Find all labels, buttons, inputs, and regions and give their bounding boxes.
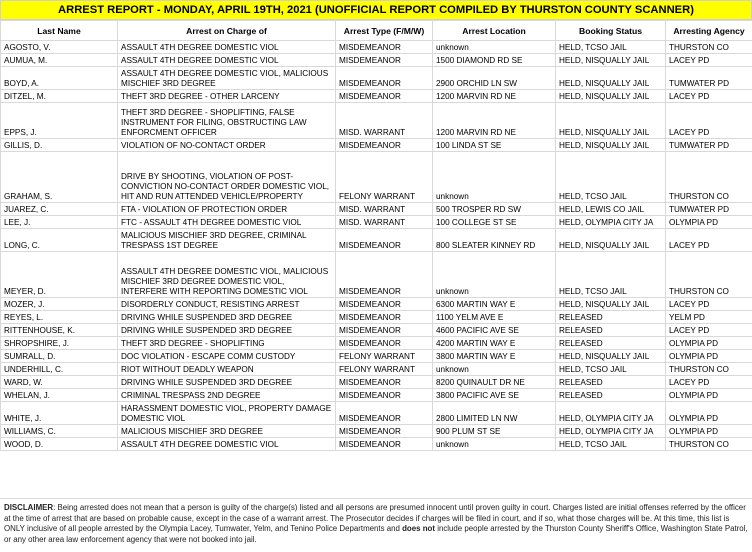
cell-booking-status: HELD, OLYMPIA CITY JA: [556, 425, 666, 438]
cell-last-name: WARD, W.: [1, 376, 118, 389]
table-row: [1, 139, 752, 152]
cell-charge: DISORDERLY CONDUCT, RESISTING ARREST: [118, 298, 336, 311]
cell-booking-status: HELD, TCSO JAIL: [556, 363, 666, 376]
cell-arresting-agency: THURSTON CO: [666, 152, 752, 203]
cell-arrest-location: 3800 PACIFIC AVE SE: [433, 389, 556, 402]
cell-arresting-agency: LACEY PD: [666, 103, 752, 139]
cell-arrest-location: 8200 QUINAULT DR NE: [433, 376, 556, 389]
cell-arrest-type: FELONY WARRANT: [336, 350, 433, 363]
cell-last-name: LONG, C.: [1, 229, 118, 252]
table-row: [1, 376, 752, 389]
column-header-charge: Arrest on Charge of: [118, 21, 336, 41]
disclaimer-text: : Being arrested does not mean that a person is guilty of the charge(s) listed and all persons are presumed innocent until proven guilty in court. Charges listed are initial offenses referred by the officer at the time of arrest that are based on probable cause, except in the case of a warrant arrest. The Prosecutor decides if charges will be filed in court, and if so, what those charges will be. At this time, this list is ONLY inclusive of all people arrested by the Olympia Lacey, Tumwater, Yelm, and Tenino Police Departments and: [4, 503, 746, 534]
cell-booking-status: HELD, LEWIS CO JAIL: [556, 203, 666, 216]
cell-last-name: AUMUA, M.: [1, 54, 118, 67]
cell-booking-status: HELD, TCSO JAIL: [556, 438, 666, 451]
disclaimer-label: DISCLAIMER: [4, 503, 54, 512]
cell-charge: DRIVE BY SHOOTING, VIOLATION OF POST-CONVICTION NO-CONTACT ORDER DOMESTIC VIOL, HIT AND RUN ATTENDED VEHICLE/PROPERTY: [118, 152, 336, 203]
table-row: [1, 324, 752, 337]
table-row: [1, 350, 752, 363]
cell-arrest-location: 1200 MARVIN RD NE: [433, 90, 556, 103]
column-header-arresting-agency: Arresting Agency: [666, 21, 752, 41]
table-row: [1, 402, 752, 425]
cell-last-name: WHITE, J.: [1, 402, 118, 425]
cell-last-name: RITTENHOUSE, K.: [1, 324, 118, 337]
table-row: [1, 216, 752, 229]
table-row: [1, 389, 752, 402]
cell-arrest-type: MISDEMEANOR: [336, 425, 433, 438]
table-row: [1, 311, 752, 324]
cell-arrest-type: MISDEMEANOR: [336, 376, 433, 389]
cell-last-name: AGOSTO, V.: [1, 41, 118, 54]
cell-arrest-location: unknown: [433, 152, 556, 203]
cell-arrest-type: MISD. WARRANT: [336, 103, 433, 139]
cell-arresting-agency: THURSTON CO: [666, 363, 752, 376]
cell-arrest-type: FELONY WARRANT: [336, 363, 433, 376]
cell-charge: ASSAULT 4TH DEGREE DOMESTIC VIOL: [118, 438, 336, 451]
cell-booking-status: HELD, NISQUALLY JAIL: [556, 298, 666, 311]
cell-arresting-agency: YELM PD: [666, 311, 752, 324]
cell-last-name: SHROPSHIRE, J.: [1, 337, 118, 350]
cell-booking-status: HELD, OLYMPIA CITY JA: [556, 216, 666, 229]
cell-arrest-type: MISDEMEANOR: [336, 252, 433, 298]
table-header-row: [1, 21, 752, 41]
cell-arresting-agency: TUMWATER PD: [666, 139, 752, 152]
table-row: [1, 67, 752, 90]
cell-arrest-type: MISDEMEANOR: [336, 337, 433, 350]
table-row: [1, 363, 752, 376]
cell-charge: DRIVING WHILE SUSPENDED 3RD DEGREE: [118, 376, 336, 389]
cell-arrest-type: MISDEMEANOR: [336, 229, 433, 252]
cell-charge: ASSAULT 4TH DEGREE DOMESTIC VIOL: [118, 54, 336, 67]
cell-booking-status: HELD, NISQUALLY JAIL: [556, 229, 666, 252]
cell-arrest-location: 4200 MARTIN WAY E: [433, 337, 556, 350]
cell-last-name: MEYER, D.: [1, 252, 118, 298]
table-row: [1, 229, 752, 252]
cell-arrest-type: MISDEMEANOR: [336, 67, 433, 90]
cell-arrest-location: 4600 PACIFIC AVE SE: [433, 324, 556, 337]
cell-arresting-agency: OLYMPIA PD: [666, 389, 752, 402]
table-row: [1, 425, 752, 438]
table-row: [1, 252, 752, 298]
cell-charge: VIOLATION OF NO-CONTACT ORDER: [118, 139, 336, 152]
cell-booking-status: RELEASED: [556, 324, 666, 337]
cell-last-name: GILLIS, D.: [1, 139, 118, 152]
cell-last-name: DITZEL, M.: [1, 90, 118, 103]
cell-booking-status: HELD, TCSO JAIL: [556, 252, 666, 298]
cell-booking-status: HELD, TCSO JAIL: [556, 152, 666, 203]
table-row: [1, 203, 752, 216]
cell-arresting-agency: OLYMPIA PD: [666, 216, 752, 229]
cell-arrest-location: 500 TROSPER RD SW: [433, 203, 556, 216]
cell-last-name: JUAREZ, C.: [1, 203, 118, 216]
cell-booking-status: RELEASED: [556, 376, 666, 389]
cell-charge: THEFT 3RD DEGREE - SHOPLIFTING, FALSE INSTRUMENT FOR FILING, OBSTRUCTING LAW ENFORCMENT OFFICER: [118, 103, 336, 139]
cell-arrest-location: 1200 MARVIN RD NE: [433, 103, 556, 139]
cell-booking-status: HELD, TCSO JAIL: [556, 41, 666, 54]
cell-charge: ASSAULT 4TH DEGREE DOMESTIC VIOL: [118, 41, 336, 54]
cell-arrest-location: unknown: [433, 252, 556, 298]
table-row: [1, 54, 752, 67]
cell-arrest-type: MISDEMEANOR: [336, 311, 433, 324]
cell-last-name: BOYD, A.: [1, 67, 118, 90]
cell-arrest-type: MISDEMEANOR: [336, 438, 433, 451]
cell-booking-status: HELD, OLYMPIA CITY JA: [556, 402, 666, 425]
cell-charge: RIOT WITHOUT DEADLY WEAPON: [118, 363, 336, 376]
cell-arrest-type: MISDEMEANOR: [336, 298, 433, 311]
cell-arrest-location: 900 PLUM ST SE: [433, 425, 556, 438]
disclaimer-text-end: include people arrested by the Thurston County Sheriff's Office, Washington State Patrol, or any other area law enforcement agency that were not booked into jail.: [4, 524, 748, 544]
cell-arrest-location: 2900 ORCHID LN SW: [433, 67, 556, 90]
cell-arresting-agency: LACEY PD: [666, 298, 752, 311]
cell-booking-status: HELD, NISQUALLY JAIL: [556, 90, 666, 103]
cell-last-name: REYES, L.: [1, 311, 118, 324]
cell-booking-status: HELD, NISQUALLY JAIL: [556, 67, 666, 90]
cell-booking-status: RELEASED: [556, 337, 666, 350]
cell-charge: MALICIOUS MISCHIEF 3RD DEGREE: [118, 425, 336, 438]
cell-charge: THEFT 3RD DEGREE - SHOPLIFTING: [118, 337, 336, 350]
cell-last-name: WILLIAMS, C.: [1, 425, 118, 438]
column-header-last-name: Last Name: [1, 21, 118, 41]
cell-charge: THEFT 3RD DEGREE - OTHER LARCENY: [118, 90, 336, 103]
cell-arrest-location: 100 LINDA ST SE: [433, 139, 556, 152]
cell-charge: FTC - ASSAULT 4TH DEGREE DOMESTIC VIOL: [118, 216, 336, 229]
table-row: [1, 337, 752, 350]
cell-arrest-type: MISDEMEANOR: [336, 54, 433, 67]
cell-arrest-type: MISDEMEANOR: [336, 139, 433, 152]
cell-booking-status: RELEASED: [556, 311, 666, 324]
cell-charge: HARASSMENT DOMESTIC VIOL, PROPERTY DAMAGE DOMESTIC VIOL: [118, 402, 336, 425]
disclaimer-emphasis: does not: [402, 524, 435, 534]
cell-booking-status: HELD, NISQUALLY JAIL: [556, 103, 666, 139]
cell-charge: ASSAULT 4TH DEGREE DOMESTIC VIOL, MALICIOUS MISCHIEF 3RD DEGREE: [118, 67, 336, 90]
arrest-table: [0, 20, 752, 451]
cell-arresting-agency: OLYMPIA PD: [666, 337, 752, 350]
cell-arrest-location: 800 SLEATER KINNEY RD: [433, 229, 556, 252]
disclaimer: [0, 498, 752, 545]
cell-arrest-type: FELONY WARRANT: [336, 152, 433, 203]
cell-charge: MALICIOUS MISCHIEF 3RD DEGREE, CRIMINAL TRESPASS 1ST DEGREE: [118, 229, 336, 252]
cell-last-name: LEE, J.: [1, 216, 118, 229]
cell-arrest-location: unknown: [433, 438, 556, 451]
cell-arrest-location: 100 COLLEGE ST SE: [433, 216, 556, 229]
cell-arresting-agency: OLYMPIA PD: [666, 350, 752, 363]
cell-arresting-agency: LACEY PD: [666, 376, 752, 389]
cell-charge: FTA - VIOLATION OF PROTECTION ORDER: [118, 203, 336, 216]
cell-last-name: UNDERHILL, C.: [1, 363, 118, 376]
cell-last-name: WOOD, D.: [1, 438, 118, 451]
cell-last-name: MOZER, J.: [1, 298, 118, 311]
cell-charge: DRIVING WHILE SUSPENDED 3RD DEGREE: [118, 324, 336, 337]
cell-charge: CRIMINAL TRESPASS 2ND DEGREE: [118, 389, 336, 402]
column-header-arrest-type: Arrest Type (F/M/W): [336, 21, 433, 41]
cell-arrest-location: 3800 MARTIN WAY E: [433, 350, 556, 363]
cell-arrest-type: MISDEMEANOR: [336, 90, 433, 103]
cell-arrest-type: MISDEMEANOR: [336, 389, 433, 402]
table-row: [1, 298, 752, 311]
cell-arresting-agency: TUMWATER PD: [666, 203, 752, 216]
cell-arresting-agency: LACEY PD: [666, 229, 752, 252]
cell-arrest-type: MISDEMEANOR: [336, 402, 433, 425]
cell-booking-status: HELD, NISQUALLY JAIL: [556, 139, 666, 152]
cell-last-name: SUMRALL, D.: [1, 350, 118, 363]
cell-arrest-location: unknown: [433, 41, 556, 54]
cell-charge: DOC VIOLATION - ESCAPE COMM CUSTODY: [118, 350, 336, 363]
cell-booking-status: HELD, NISQUALLY JAIL: [556, 54, 666, 67]
table-row: [1, 152, 752, 203]
cell-arresting-agency: LACEY PD: [666, 54, 752, 67]
cell-arresting-agency: LACEY PD: [666, 90, 752, 103]
cell-arrest-location: unknown: [433, 363, 556, 376]
table-body: [1, 41, 752, 451]
cell-arrest-location: 1100 YELM AVE E: [433, 311, 556, 324]
cell-charge: ASSAULT 4TH DEGREE DOMESTIC VIOL, MALICIOUS MISCHIEF 3RD DEGREE DOMESTIC VIOL, INTERFERE WITH REPORTING DOMESTIC VIOL: [118, 252, 336, 298]
cell-last-name: EPPS, J.: [1, 103, 118, 139]
cell-arrest-type: MISDEMEANOR: [336, 41, 433, 54]
cell-arresting-agency: TUMWATER PD: [666, 67, 752, 90]
cell-last-name: GRAHAM, S.: [1, 152, 118, 203]
cell-booking-status: RELEASED: [556, 389, 666, 402]
cell-arrest-location: 1500 DIAMOND RD SE: [433, 54, 556, 67]
cell-arrest-location: 6300 MARTIN WAY E: [433, 298, 556, 311]
cell-booking-status: HELD, NISQUALLY JAIL: [556, 350, 666, 363]
cell-last-name: WHELAN, J.: [1, 389, 118, 402]
column-header-arrest-location: Arrest Location: [433, 21, 556, 41]
column-header-booking-status: Booking Status: [556, 21, 666, 41]
cell-arrest-location: 2800 LIMITED LN NW: [433, 402, 556, 425]
cell-arresting-agency: THURSTON CO: [666, 438, 752, 451]
cell-arrest-type: MISD. WARRANT: [336, 203, 433, 216]
cell-arrest-type: MISDEMEANOR: [336, 324, 433, 337]
cell-charge: DRIVING WHILE SUSPENDED 3RD DEGREE: [118, 311, 336, 324]
report-title: ARREST REPORT - MONDAY, APRIL 19TH, 2021 (UNOFFICIAL REPORT COMPILED BY THURSTON COUNTY SCANNER): [0, 0, 752, 20]
cell-arresting-agency: THURSTON CO: [666, 252, 752, 298]
table-row: [1, 438, 752, 451]
cell-arresting-agency: LACEY PD: [666, 324, 752, 337]
cell-arresting-agency: OLYMPIA PD: [666, 425, 752, 438]
cell-arresting-agency: OLYMPIA PD: [666, 402, 752, 425]
table-row: [1, 90, 752, 103]
cell-arresting-agency: THURSTON CO: [666, 41, 752, 54]
cell-arrest-type: MISD. WARRANT: [336, 216, 433, 229]
table-row: [1, 41, 752, 54]
table-row: [1, 103, 752, 139]
